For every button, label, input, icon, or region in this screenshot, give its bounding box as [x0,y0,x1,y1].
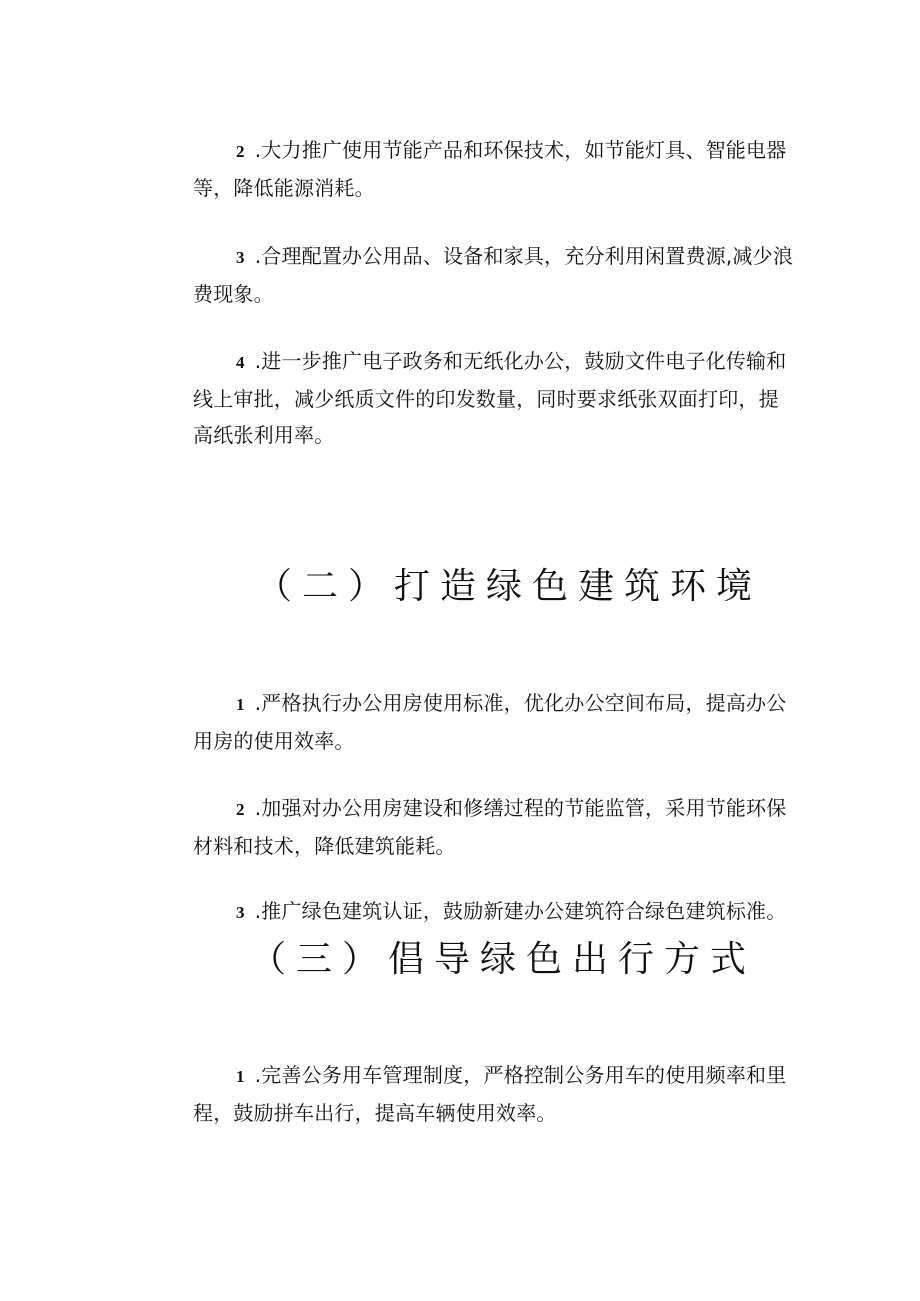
paragraph-text: .合理配置办公用品、设备和家具，充分利用闲置费源,减少浪 [254,244,794,268]
paragraph-text: .严格执行办公用房使用标准，优化办公空间布局，提高办公 [254,691,787,715]
paragraph-line [193,893,793,931]
item-number: 2 [236,800,245,819]
paragraph-line [193,238,793,276]
paragraph-line: 材料和技术，降低建筑能耗。 [193,834,456,858]
paragraph-line: 程，鼓励拼车出行，提高车辆使用效率。 [193,1101,557,1125]
list-item [193,238,793,312]
paragraph-text: .加强对办公用房建设和修缮过程的节能监管，采用节能环保 [254,796,787,820]
list-item [193,132,793,206]
item-number: 1 [236,695,245,714]
paragraph-line: 等，降低能源消耗。 [193,176,375,200]
section-heading: （二）打造绿色建筑环境 [256,566,763,607]
list-item [193,1057,793,1131]
list-item [193,685,793,759]
paragraph-text: .进一步推广电子政务和无纸化办公，鼓励文件电子化传输和 [254,349,787,373]
item-number: 2 [236,142,245,161]
paragraph-line: 线上审批，减少纸质文件的印发数量，同时要求纸张双面打印，提 [193,387,779,411]
item-number: 3 [236,903,245,922]
paragraph-line: 用房的使用效率。 [193,729,355,753]
list-item [193,343,793,453]
paragraph-text: .推广绿色建筑认证，鼓励新建办公建筑符合绿色建筑标准。 [254,899,787,923]
paragraph-line [193,1057,793,1095]
paragraph-line: 高纸张利用率。 [193,423,335,447]
item-number: 4 [236,353,245,372]
item-number: 3 [236,248,245,267]
paragraph-line [193,790,793,828]
paragraph-text: .大力推广使用节能产品和环保技术，如节能灯具、智能电器 [254,138,787,162]
list-item [193,790,793,864]
paragraph-text: .完善公务用车管理制度，严格控制公务用车的使用频率和里 [254,1063,787,1087]
item-number: 1 [236,1067,245,1086]
paragraph-line [193,343,793,381]
list-item [193,893,793,931]
section-heading: （三）倡导绿色出行方式 [250,939,757,980]
paragraph-line [193,685,793,723]
paragraph-line: 费现象。 [193,282,274,306]
paragraph-line [193,132,793,170]
